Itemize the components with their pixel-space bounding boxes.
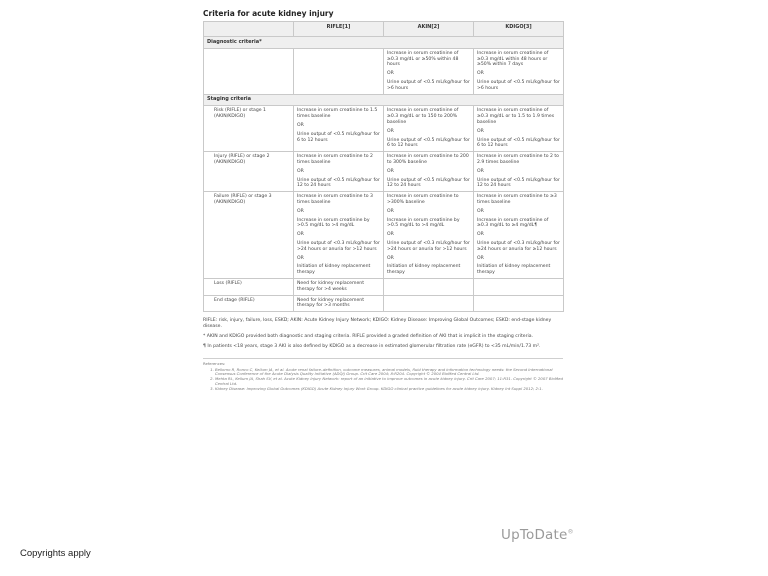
header-akin: AKIN[2] — [384, 22, 474, 37]
stage-akin-cell — [384, 106, 474, 152]
stage-label-cell: End stage (RIFLE) — [204, 295, 294, 312]
stage-rifle-cell — [294, 152, 384, 192]
stage-label-cell: Failure (RIFLE) or stage 3 (AKIN/KDIGO) — [204, 192, 294, 279]
cell-line: Urine output of <0.5 mL/kg/hour for 12 to 24 hours — [387, 177, 470, 189]
cell-line: OR — [477, 168, 484, 174]
reference-item: 1. Bellomo R, Ronco C, Kellum JA, et al. Acute renal failure–definition, outcome measures, animal models, fluid therapy and information technology needs: the Second International Consensus Conference of the Acute Dialysis Quality Initiative (ADQI) Group. Crit Care 2004; 8:R204. Copyright © 2004 BioMed Central Ltd. — [215, 368, 563, 377]
stage-kdigo-cell — [474, 192, 564, 279]
copyright-notice: Copyrights apply — [20, 548, 91, 559]
cell-line: Urine output of <0.5 mL/kg/hour for >6 hours — [477, 79, 560, 91]
table-header-row — [204, 22, 564, 37]
brand-name: UpToDate — [501, 527, 568, 543]
uptodate-logo — [501, 527, 574, 543]
cell-line: Increase in serum creatinine to ≥3 times baseline — [477, 194, 557, 205]
table-row-stage-1 — [204, 106, 564, 152]
reference-item: 3. Kidney Disease: Improving Global Outcomes (KDIGO) Acute Kidney Injury Work Group. KDIGO clinical practice guidelines for acute kidney injury. Kidney Int Suppl 2012; 2:1. — [215, 387, 563, 392]
stage-akin-cell — [384, 295, 474, 312]
stage-rifle-cell — [294, 278, 384, 295]
diagnostic-akin-cell — [384, 48, 474, 94]
reference-item: 2. Mehta RL, Kellum JA, Shah SV, et al. Acute Kidney Injury Network: report of an initiative to improve outcomes in acute kidney injury. Crit Care 2007; 11:R31. Copyright © 2007 BioMed Central Ltd. — [215, 377, 563, 386]
cell-line: Need for kidney replacement therapy for >3 months — [297, 297, 364, 309]
cell-line: Urine output of <0.5 mL/kg/hour for 6 to 12 hours — [387, 137, 470, 149]
cell-line: OR — [387, 232, 394, 238]
footnote-abbreviations: RIFLE: risk, injury, failure, loss, ESKD; AKIN: Acute Kidney Injury Network; KDIGO: Kidney Disease: Improving Global Outcomes; ESKD: end-stage kidney disease. — [203, 318, 552, 330]
cell-line: OR — [297, 122, 304, 128]
cell-line: OR — [387, 128, 394, 134]
cell-line: OR — [477, 232, 484, 238]
cell-line: Increase in serum creatinine of ≥0.3 mg/dL within 48 hours or ≥50% within 7 days — [477, 50, 549, 68]
references-heading: References: — [203, 361, 226, 367]
cell-line: OR — [477, 71, 484, 77]
stage-kdigo-cell — [474, 278, 564, 295]
cell-line: Urine output of <0.5 mL/kg/hour for 12 to 24 hours — [477, 177, 560, 189]
stage-rifle-cell — [294, 192, 384, 279]
kidney-injury-criteria-figure — [203, 8, 563, 392]
stage-label-cell: Injury (RIFLE) or stage 2 (AKIN/KDIGO) — [204, 152, 294, 192]
cell-line: OR — [477, 255, 484, 261]
cell-line: Increase in serum creatinine to 2 times baseline — [297, 154, 373, 165]
cell-line: Urine output of <0.5 mL/kg/hour for 6 to 12 hours — [477, 137, 560, 149]
cell-line: OR — [477, 128, 484, 134]
divider — [203, 358, 563, 359]
cell-line: Urine output of <0.3 mL/kg/hour for ≥24 hours or anuria for ≥12 hours — [477, 240, 560, 252]
cell-line: OR — [297, 255, 304, 261]
cell-line: OR — [387, 71, 394, 77]
cell-line: Increase in serum creatinine of ≥0.3 mg/dL or ≥50% within 48 hours — [387, 50, 459, 68]
footnotes — [203, 318, 563, 350]
section-label-diagnostic: Diagnostic criteria* — [204, 37, 564, 49]
stage-kdigo-cell — [474, 106, 564, 152]
cell-line: Increase in serum creatinine by >0.5 mg/dL to >4 mg/dL — [297, 217, 370, 229]
cell-line: Initiation of kidney replacement therapy — [477, 264, 551, 276]
cell-line: Increase in serum creatinine of ≥0.3 mg/dL or to 1.5 to 1.9 times baseline — [477, 108, 555, 125]
cell-line: Urine output of <0.5 mL/kg/hour for >6 hours — [387, 79, 470, 91]
cell-line: Increase in serum creatinine to 1.5 times baseline — [297, 108, 378, 120]
cell-line: Initiation of kidney replacement therapy — [387, 264, 461, 276]
stage-kdigo-cell — [474, 152, 564, 192]
references-list — [203, 368, 563, 392]
cell-line: Increase in serum creatinine to >300% baseline — [387, 194, 459, 205]
diagnostic-label-cell — [204, 48, 294, 94]
cell-line: Increase in serum creatinine to 200 to 300% baseline — [387, 154, 469, 165]
stage-label-cell: Loss (RIFLE) — [204, 278, 294, 295]
table-row-end-stage — [204, 295, 564, 312]
registered-mark: ® — [567, 528, 574, 536]
cell-line: Increase in serum creatinine by >0.5 mg/dL to >4 mg/dL — [387, 217, 460, 229]
table-row-stage-2 — [204, 152, 564, 192]
cell-line: Urine output of <0.3 mL/kg/hour for >24 hours or anuria for >12 hours — [297, 240, 380, 252]
cell-line: OR — [297, 232, 304, 238]
section-label-staging: Staging criteria — [204, 94, 564, 106]
header-rifle: RIFLE[1] — [294, 22, 384, 37]
cell-line: Urine output of <0.5 mL/kg/hour for 12 to 24 hours — [297, 177, 380, 189]
footnote-asterisk: * AKIN and KDIGO provided both diagnostic and staging criteria. RIFLE provided a graded definition of AKI that is implicit in the staging criteria. — [203, 334, 534, 340]
cell-line: OR — [387, 168, 394, 174]
references — [203, 362, 563, 392]
cell-line: Urine output of <0.3 mL/kg/hour for >24 hours or anuria for >12 hours — [387, 240, 470, 252]
footnote-pilcrow: ¶ In patients <18 years, stage 3 AKI is also defined by KDIGO as a decrease in estimated glomerular filtration rate (eGFR) to <35 mL/min/1.73 m². — [203, 344, 541, 350]
cell-line: Increase in serum creatinine of ≥0.3 mg/dL to ≥4 mg/dL¶ — [477, 217, 549, 229]
figure-title: Criteria for acute kidney injury — [203, 9, 334, 18]
cell-line: Increase in serum creatinine to 2 to 2.9 times baseline — [477, 154, 559, 165]
cell-line: OR — [297, 168, 304, 174]
stage-akin-cell — [384, 278, 474, 295]
table-row-diagnostic — [204, 48, 564, 94]
cell-line: Urine output of <0.5 mL/kg/hour for 6 to 12 hours — [297, 131, 380, 143]
stage-label-cell: Risk (RIFLE) or stage 1 (AKIN/KDIGO) — [204, 106, 294, 152]
stage-rifle-cell — [294, 106, 384, 152]
header-kdigo: KDIGO[3] — [474, 22, 564, 37]
stage-rifle-cell — [294, 295, 384, 312]
diagnostic-rifle-cell — [294, 48, 384, 94]
stage-kdigo-cell — [474, 295, 564, 312]
table-row-loss — [204, 278, 564, 295]
section-row-diagnostic — [204, 37, 564, 49]
cell-line: OR — [477, 208, 484, 214]
cell-line: OR — [387, 208, 394, 214]
diagnostic-kdigo-cell — [474, 48, 564, 94]
cell-line: Increase in serum creatinine to 3 times baseline — [297, 194, 373, 205]
cell-line: Increase in serum creatinine of ≥0.3 mg/dL or to 150 to 200% baseline — [387, 108, 459, 125]
cell-line: Initiation of kidney replacement therapy — [297, 264, 371, 276]
stage-akin-cell — [384, 192, 474, 279]
header-empty — [204, 22, 294, 37]
cell-line: OR — [387, 255, 394, 261]
cell-line: Need for kidney replacement therapy for >4 weeks — [297, 280, 364, 292]
table-row-stage-3 — [204, 192, 564, 279]
section-row-staging — [204, 94, 564, 106]
criteria-table — [203, 21, 564, 312]
stage-akin-cell — [384, 152, 474, 192]
cell-line: OR — [297, 208, 304, 214]
